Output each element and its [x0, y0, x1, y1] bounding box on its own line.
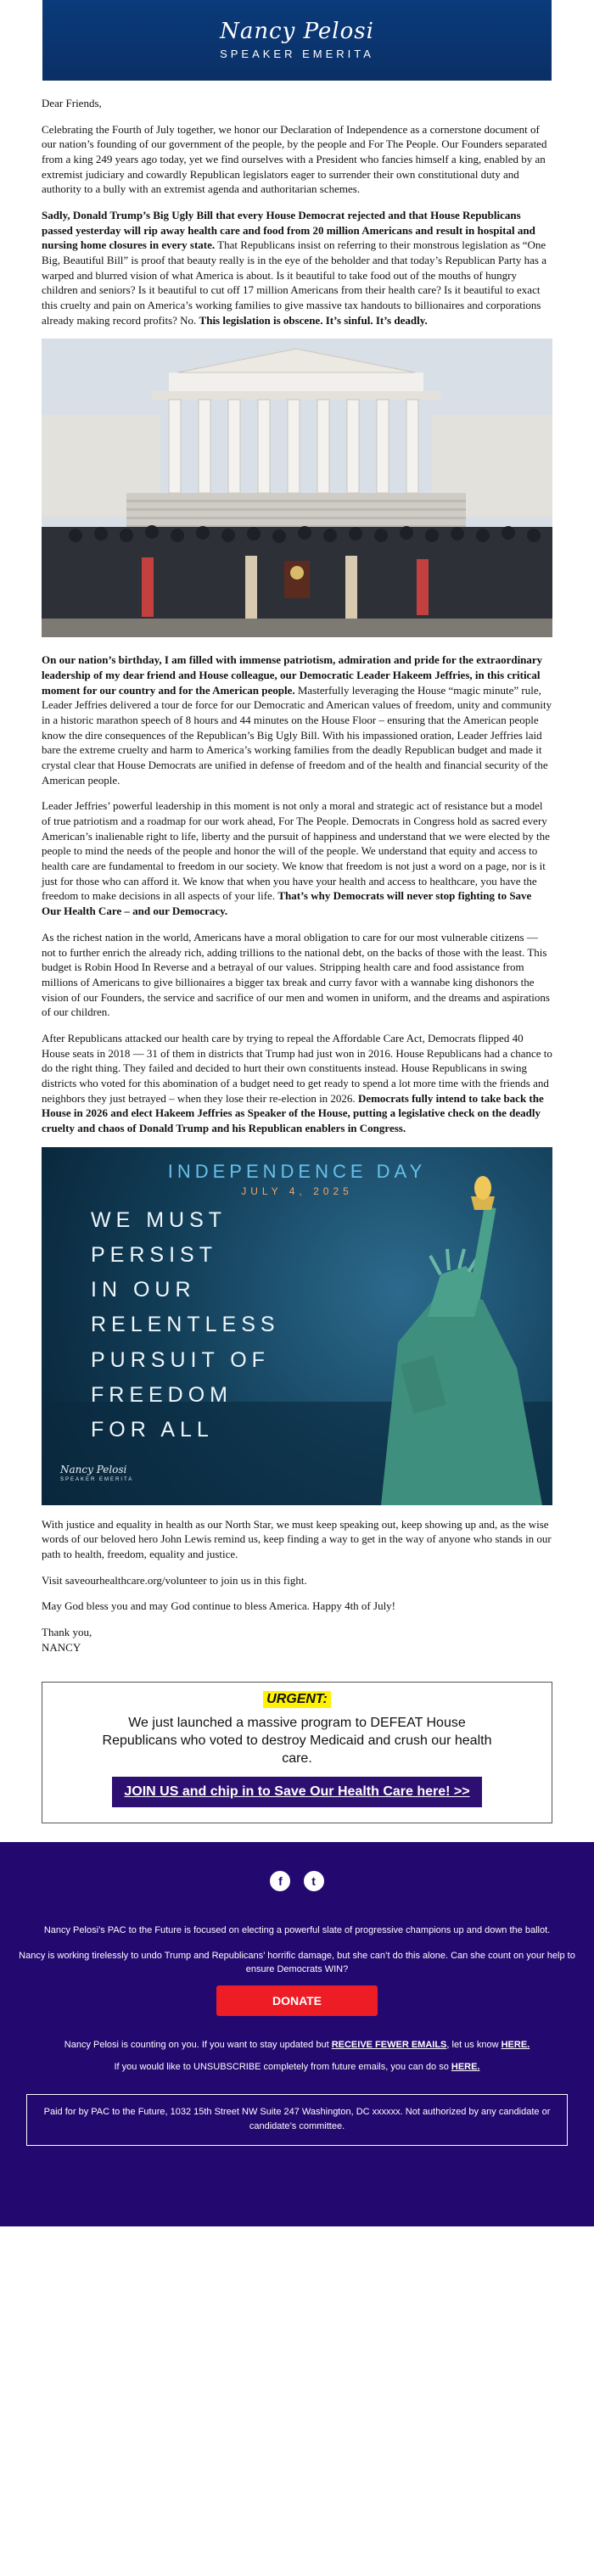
header-banner	[42, 0, 552, 81]
sender-name: NANCY	[42, 1640, 81, 1654]
paragraph-6	[42, 1031, 552, 1136]
facebook-icon[interactable]: f	[270, 1871, 290, 1891]
paragraph-2-text: That Republicans insist on referring to their monstrous legislation as “One Big, Beautiful Bill” is proof that beauty really is in the eye of the beholder and that today’s Republican Party has a warped and blurred vision of what America is about. Is it beautiful to take food out of the mouths of hungry children and seniors? Is it beautiful to cut off 17 million Americans from their health care? Is it beautiful to exact this cruelty and pain on America’s working families to give massive tax handouts to billionaires and corporations already making record profits? No.	[42, 238, 546, 327]
poster-line: IN OUR	[91, 1278, 196, 1302]
poster-line: FREEDOM	[91, 1382, 233, 1407]
footer-mission: Nancy Pelosi’s PAC to the Future is focused on electing a powerful slate of progressive champions up and down the ballot.	[43, 1924, 551, 1935]
fewer-emails-link[interactable]: RECEIVE FEWER EMAILS	[331, 2039, 447, 2050]
paragraph-4-text: Leader Jeffries’ powerful leadership in this moment is not only a moral and strategic act of resistance but a model of true patriotism and a roadmap for our work ahead, For The People. Democrats in Congress hold as sacred every American’s inalienable right to life, liberty and the pursuit of happiness and understand that we were elected by the people to mind the needs of the people and honor the will of the people. We understand that equity and access to health care are fundamental to freedom in our society. We know that freedom is not just a word on a page, nor is it just for those who can afford it. We know that when you have your health and access to healthcare, you have the freedom to make decisions in all aspects of your life.	[42, 799, 550, 903]
fewer-emails-here-link[interactable]: HERE.	[501, 2039, 530, 2050]
independence-day-poster	[42, 1147, 552, 1505]
paragraph-6-text: After Republicans attacked our health care by trying to repeal the Affordable Care Act, Democrats flipped 40 House seats in 2018 — 31 of them in districts that Trump had just won in 2016. House Republicans had a chance to do the right thing. They failed and decided to hurt their own constituents instead. House Republicans in swing districts who voted for this abomination of a budget need to get ready to spend a lot more time with the friends and neighbors they just betrayed – when they lose their re-election in 2026.	[42, 1031, 552, 1105]
poster-title: INDEPENDENCE DAY	[167, 1160, 427, 1182]
paragraph-5: As the richest nation in the world, Americans have a moral obligation to care for our most vulnerable citizens — not to further enrich the already rich, adding trillions to the national debt, on the backs of those with the least. This budget is Robin Hood In Reverse and a betrayal of our values. Stripping health care and food assistance from millions of Americans to give billionaires a bigger tax break and curry favor with a wannabe king dishonors the vision of our Founders, the service and sacrifice of our men and women in uniform, and the dreams and aspirations of our children.	[42, 930, 550, 1019]
paragraph-2-end: This legislation is obscene. It’s sinful. It’s deadly.	[199, 313, 428, 327]
footer-unsub-text: If you would like to UNSUBSCRIBE completely from future emails, you can do so	[114, 2061, 451, 2072]
paragraph-8: Visit saveourhealthcare.org/volunteer to join us in this fight.	[42, 1573, 307, 1587]
footer-fewer-emails	[17, 2040, 577, 2050]
twitter-icon[interactable]: t	[304, 1871, 324, 1891]
paragraph-3-bold: On our nation’s birthday, I am filled with immense patriotism, admiration and pride for the extraordinary leadership of my dear friend and House colleague, our Democratic Leader Hakeem Jeffries, in this critical moment for our country and for the American people.	[42, 653, 543, 697]
poster-logo-role: SPEAKER EMERITA	[60, 1476, 134, 1482]
paragraph-2-bold: Sadly, Donald Trump’s Big Ugly Bill that every House Democrat rejected and that House Republicans passed yesterday will rip away health care and food from 20 million Americans and result in hospital and nursing home closures in every state.	[42, 209, 535, 252]
poster-date: JULY 4, 2025	[241, 1184, 353, 1197]
paragraph-3-text: Masterfully leveraging the House “magic minute” rule, Leader Jeffries delivered a tour de force for our Democratic and American values of freedom, unity and community in a historic marathon speech of 8 hours and 44 minutes on the House Floor – ensuring that the American people know the dire consequences of the Republican’s Big Ugly Bill. With his impassioned oration, Leader Jeffries laid bare the extreme cruelty and harm to America’s working families from the deadly Republican budget and made it crystal clear that House Democrats are unified in defense of freedom and of the health and financial security of the American people.	[42, 683, 552, 787]
capitol-photo-art	[42, 339, 552, 637]
join-us-button[interactable]: JOIN US and chip in to Save Our Health Care here! >>	[112, 1777, 481, 1807]
paragraph-2	[42, 208, 552, 328]
poster-line: PERSIST	[91, 1242, 217, 1267]
paragraph-4-bold: That’s why Democrats will never stop fighting to Save Our Health Care – and our Democracy.	[42, 889, 532, 918]
poster-line: PURSUIT OF	[91, 1347, 270, 1372]
footer-fewer-text-2: , let us know	[446, 2039, 502, 2050]
poster-line: WE MUST	[91, 1207, 227, 1232]
poster-logo	[60, 1463, 133, 1483]
paragraph-7: With justice and equality in health as our North Star, we must keep speaking out, keep showing up and, as the wise words of our beloved hero John Lewis remind us, keep finding a way to get in the way of anyone who stands in our path to health, freedom, equality and justice.	[42, 1517, 552, 1560]
signature-logo: Nancy Pelosi	[220, 19, 374, 44]
donate-button[interactable]: DONATE	[216, 1985, 378, 2016]
footer-appeal: Nancy is working tirelessly to undo Trump and Republicans’ horrific damage, but she can’t do this alone. Can she count on your help to ensure Democrats WIN?	[19, 1950, 575, 1975]
urgent-label: URGENT:	[263, 1691, 331, 1708]
poster-line: FOR ALL	[91, 1418, 214, 1442]
signoff: Thank you,	[42, 1625, 92, 1638]
social-links	[0, 1842, 594, 1896]
poster-message	[91, 1203, 280, 1448]
poster-logo-name: Nancy Pelosi	[60, 1463, 127, 1476]
paragraph-4	[42, 798, 552, 918]
paragraph-1: Celebrating the Fourth of July together, we honor our Declaration of Independence as a cornerstone document of our nation’s founding of our government of the people, by the people and For The People. Our Founders separated from a king 249 years ago today, yet we find ourselves with a President who fancies himself a king, enabled by an extremist judiciary and cowardly Republican legislators eager to surrender their own constitutional duty and authority to a bully with an extremist agenda and authoritarian schemes.	[42, 122, 547, 196]
poster-line: RELENTLESS	[91, 1313, 280, 1337]
urgent-callout	[42, 1682, 552, 1823]
paid-for-disclaimer: Paid for by PAC to the Future, 1032 15th Street NW Suite 247 Washington, DC xxxxxx. Not authorized by any candidate or candidate’s committee.	[26, 2094, 568, 2146]
footer	[0, 1842, 594, 2226]
banner-role: SPEAKER EMERITA	[220, 48, 374, 60]
paragraph-9: May God bless you and may God continue to bless America. Happy 4th of July!	[42, 1599, 396, 1613]
unsubscribe-link[interactable]: HERE.	[451, 2061, 480, 2072]
letter-body	[42, 96, 552, 1655]
footer-unsubscribe	[17, 2062, 577, 2072]
paragraph-3	[42, 652, 552, 787]
paragraph-6-bold: Democrats fully intend to take back the House in 2026 and elect Hakeem Jeffries as Speaker of the House, putting a legislative check on the deadly cruelty and chaos of Donald Trump and his Republican enablers in Congress.	[42, 1091, 544, 1134]
footer-fewer-text: Nancy Pelosi is counting on you. If you want to stay updated but	[64, 2039, 332, 2050]
greeting: Dear Friends,	[42, 97, 102, 109]
urgent-text: We just launched a massive program to DEFEAT House Republicans who voted to destroy Medicaid and crush our health care.	[102, 1716, 492, 1766]
capitol-group-photo	[42, 339, 552, 637]
